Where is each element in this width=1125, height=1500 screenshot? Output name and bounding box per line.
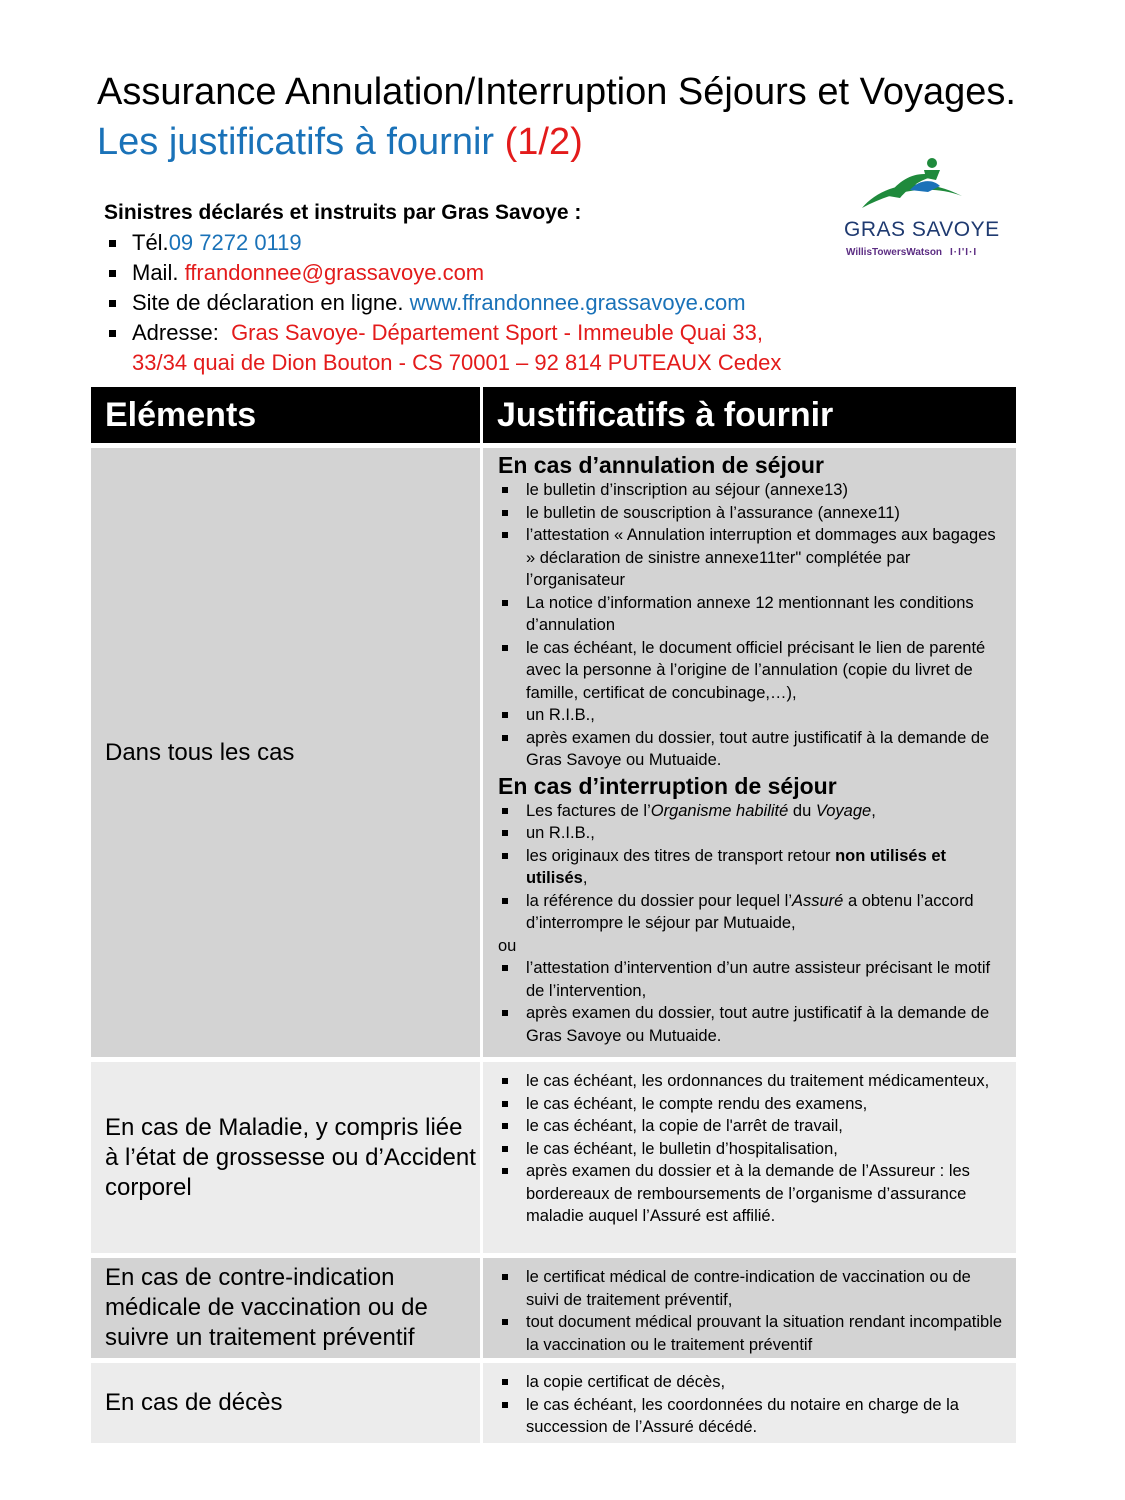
tel-label: Tél. [132,230,169,255]
list-item: après examen du dossier, tout autre justificatif à la demande de Gras Savoye ou Mutuaide. [498,727,1006,772]
mail-label: Mail. [132,260,179,285]
annulation-list [498,479,1006,772]
address-label: Adresse: [132,320,219,345]
mail-link[interactable]: ffrandonnee@grassavoye.com [184,260,485,285]
list-item: après examen du dossier et à la demande de l’Assureur : les bordereaux de remboursements de l’organisme d’assurance maladie auquel l’Assuré est affilié. [498,1160,1006,1228]
table-header [91,387,1016,443]
deces-list [498,1371,1006,1439]
tel-value[interactable]: 09 7272 0119 [168,230,302,255]
address-line-1: Gras Savoye- Département Sport - Immeuble Quai 33, [231,320,763,345]
row-label: En cas de Maladie, y compris liée à l’état de grossesse ou d’Accident corporel [91,1062,480,1253]
list-item: le cas échéant, le bulletin d’hospitalisation, [498,1138,1006,1161]
or-separator: ou [498,936,517,955]
subtitle-text: Les justificatifs à fournir [97,121,495,163]
contact-address [104,318,781,348]
logo-brand: GRAS SAVOYE [844,218,1000,241]
contact-mail [104,258,781,288]
row-label: En cas de décès [91,1363,480,1443]
list-item: le cas échéant, le document officiel précisant le lien de parenté avec la personne à l’origine de l’annulation (copie du livret de famille, certificat de concubinage,…), [498,637,1006,705]
list-item: un R.I.B., [498,822,1006,845]
gras-savoye-logo [840,156,1005,266]
row-content [483,1363,1016,1443]
table-row [91,1062,1016,1253]
contact-tel [104,228,781,258]
page-title: Assurance Annulation/Interruption Séjours et Voyages. [97,71,1016,113]
contact-site [104,288,781,318]
site-label: Site de déclaration en ligne. [132,290,404,315]
list-item: le cas échéant, la copie de l'arrêt de travail, [498,1115,1006,1138]
list-item: après examen du dossier, tout autre justificatif à la demande de Gras Savoye ou Mutuaide. [498,1002,1006,1047]
list-item: le cas échéant, les ordonnances du traitement médicamenteux, [498,1070,1006,1093]
list-item: La notice d’information annexe 12 mentionnant les conditions d’annulation [498,592,1006,637]
list-item: tout document médical prouvant la situation rendant incompatible la vaccination ou le traitement préventif [498,1311,1006,1356]
contact-heading: Sinistres déclarés et instruits par Gras Savoye : [104,201,582,224]
list-item: le bulletin d’inscription au séjour (annexe13) [498,479,1006,502]
list-item: le cas échéant, le compte rendu des examens, [498,1093,1006,1116]
table-row [91,1363,1016,1443]
row-label: En cas de contre-indication médicale de vaccination ou de suivre un traitement préventif [91,1258,480,1358]
list-item: le cas échéant, les coordonnées du notaire en charge de la succession de l’Assuré décédé. [498,1394,1006,1439]
list-item: les originaux des titres de transport retour non utilisés et utilisés, [498,845,1006,890]
page-counter: (1/2) [504,121,583,163]
row-label: Dans tous les cas [91,448,480,1057]
site-link[interactable]: www.ffrandonnee.grassavoye.com [409,290,746,315]
contact-address-2 [104,348,781,378]
list-item: l’attestation d’intervention d’un autre assisteur précisant le motif de l’intervention, [498,957,1006,1002]
list-item: Les factures de l’Organisme habilité du Voyage, [498,800,1006,823]
runner-icon [840,156,1005,218]
list-item: la copie certificat de décès, [498,1371,1006,1394]
logo-sub-text: WillisTowersWatson [846,247,943,258]
row-content [483,1258,1016,1358]
justificatifs-table [91,387,1016,1443]
list-item: le bulletin de souscription à l’assurance (annexe11) [498,502,1006,525]
section-annulation: En cas d’annulation de séjour [498,452,824,478]
section-interruption: En cas d’interruption de séjour [498,772,837,799]
row-content [483,448,1016,1057]
contact-block [104,198,781,378]
page-subtitle [97,120,583,164]
table-row [91,448,1016,1057]
interruption-list [498,800,1006,935]
logo-subtitle [846,247,977,258]
header-elements: Eléments [91,387,480,443]
list-item: la référence du dossier pour lequel l’Assuré a obtenu l’accord d’interrompre le séjour par Mutuaide, [498,890,1006,935]
header-justificatifs: Justificatifs à fournir [483,387,1016,443]
list-item: un R.I.B., [498,704,1006,727]
table-row [91,1258,1016,1358]
list-item: le certificat médical de contre-indication de vaccination ou de suivi de traitement préventif, [498,1266,1006,1311]
row-content [483,1062,1016,1253]
list-item: l’attestation « Annulation interruption et dommages aux bagages » déclaration de sinistre annexe11ter" complétée par l’organisateur [498,524,1006,592]
maladie-list [498,1070,1006,1228]
address-line-2: 33/34 quai de Dion Bouton - CS 70001 – 92 814 PUTEAUX Cedex [132,350,782,375]
interruption-list-2 [498,957,1006,1047]
vaccination-list [498,1266,1006,1356]
logo-marks: I·I'I·I [950,247,978,258]
